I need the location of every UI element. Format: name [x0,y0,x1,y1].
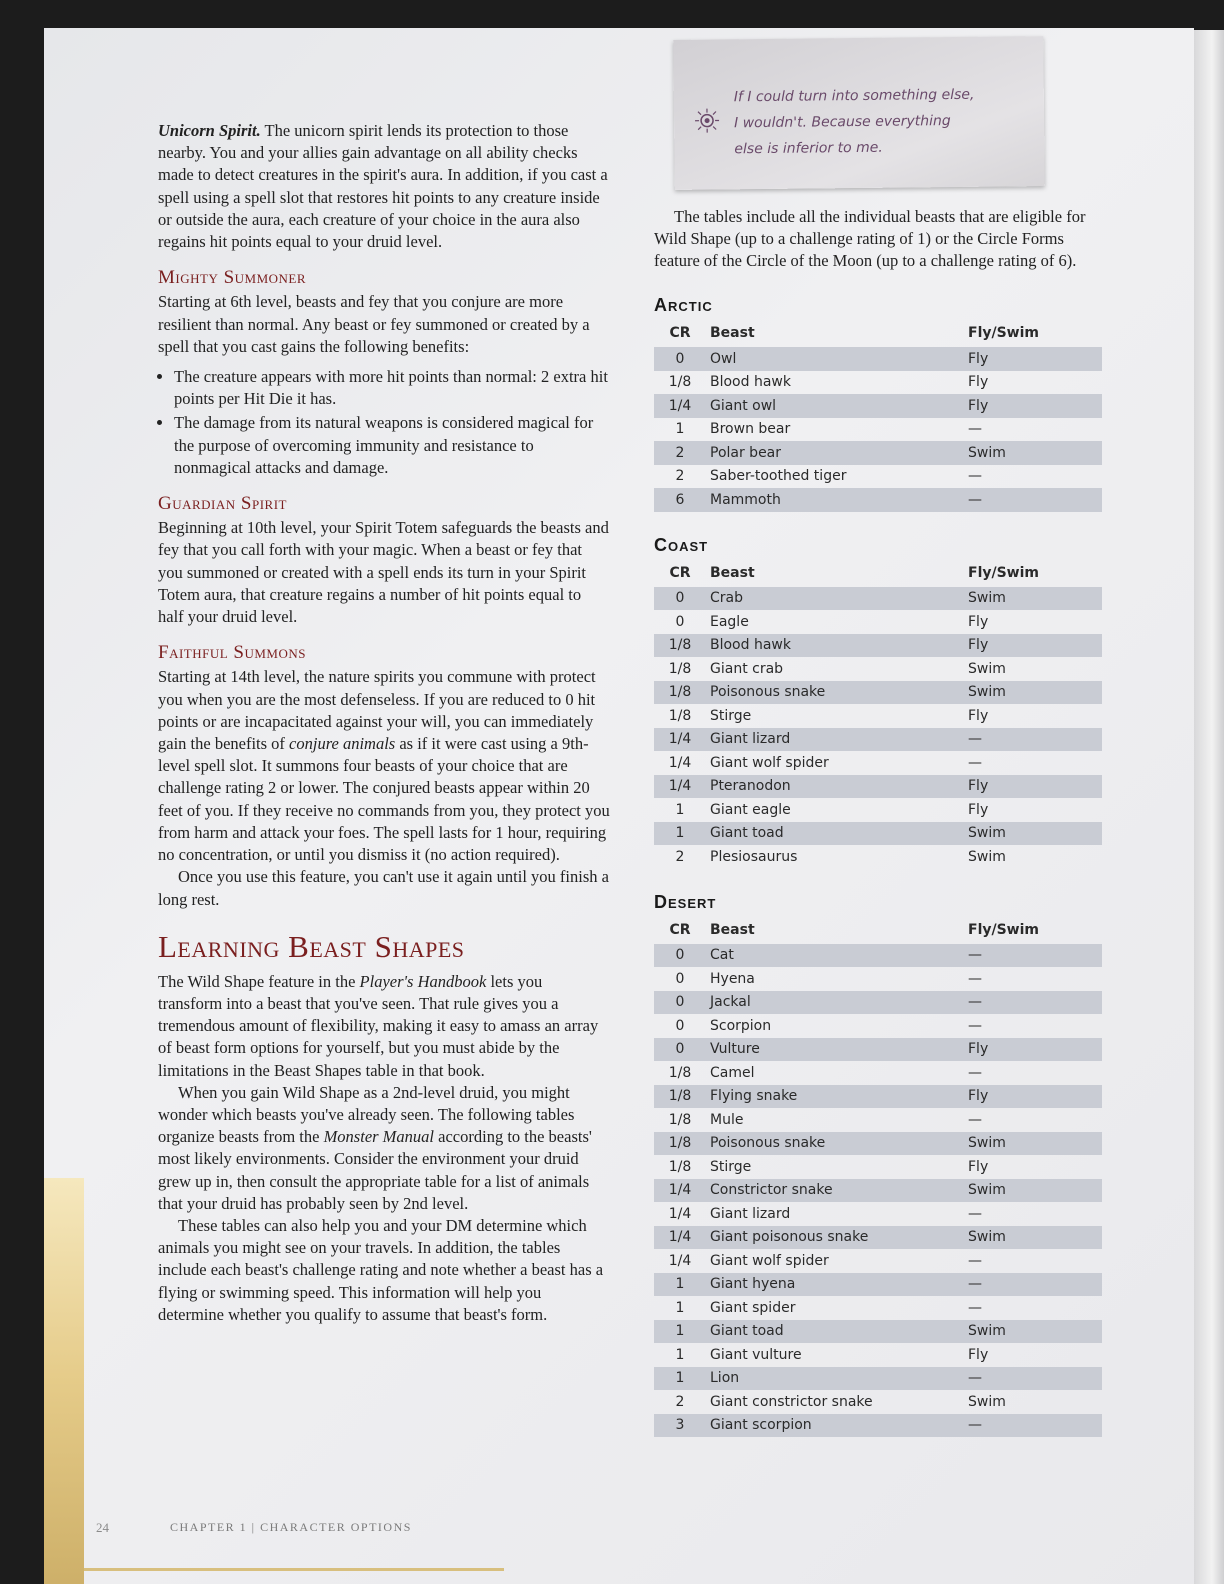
cell-beast: Blood hawk [710,374,791,391]
faithful-summons-paragraph [158,666,610,866]
cell-fly: — [968,1017,982,1034]
cell-fly: Fly [964,634,1102,658]
learning-paragraph-2 [158,1082,610,1215]
table-row [654,1390,1102,1414]
cell-beast: Lion [706,1367,964,1391]
guardian-spirit-text: Beginning at 10th level, your Spirit Totem safeguards the beasts and fey that you call forth with your magic. When a beast or fey that you summoned or created with a spell ends its turn in your Spirit Totem aura, that creature regains a number of hit points equal to half your druid level. [158,518,609,627]
mighty-summoner-bullets [158,366,610,479]
note-text [734,81,1035,162]
cell-beast: Flying snake [706,1085,964,1109]
cell-fly: — [964,1367,1102,1391]
table-row [654,587,1102,611]
table-row [654,1320,1102,1344]
cell-cr: 0 [675,613,685,630]
cell-beast: Giant eagle [710,801,791,818]
cell-cr: 1 [654,822,706,846]
mighty-summoner-heading: Mighty Summoner [158,267,307,289]
cell-fly: Swim [968,660,1006,677]
cell-fly: Fly [968,707,989,724]
cell-fly: Swim [964,441,1102,465]
cell-cr: 1/4 [654,728,706,752]
cell-cr: 1 [654,1367,706,1391]
book-title: Player's Handbook [359,971,487,991]
cell-cr: 3 [654,1414,706,1438]
cell-beast: Giant poisonous snake [706,1226,964,1250]
cell-beast: Camel [710,1064,755,1081]
cell-cr: 1/8 [668,374,692,391]
cell-fly: Fly [968,1346,989,1363]
unicorn-spirit-paragraph [158,120,610,253]
table-row [654,657,1102,681]
cell-beast: Giant wolf spider [710,1252,829,1269]
cell-fly: Swim [964,1179,1102,1203]
column-header-cr: CR [669,564,691,581]
cell-cr: 1 [675,1299,685,1316]
cell-fly: Swim [968,848,1006,865]
table-row [654,1414,1102,1438]
cell-cr: 1/4 [668,1205,692,1222]
table-header-row [654,917,1102,944]
table-row [654,1085,1102,1109]
text-part: The Wild Shape feature in the [158,971,356,991]
cell-cr: 1/8 [668,660,692,677]
beast-table-coast [654,534,1106,869]
cell-beast: Brown bear [710,421,791,438]
spell-name: conjure animals [289,734,396,754]
table-title: Arctic [654,295,713,315]
cell-beast: Jackal [706,991,964,1015]
cell-beast: Saber-toothed tiger [710,468,847,485]
mighty-summoner-text: Starting at 6th level, beasts and fey that you conjure are more resilient than normal. Any beast or fey summoned or created by a spell that you cast gains the following benefits: [158,292,590,356]
cell-fly: Fly [964,1085,1102,1109]
beast-tables [654,294,1106,1437]
table-row [654,394,1102,418]
cell-beast: Mule [710,1111,744,1128]
cell-fly: Swim [964,1132,1102,1156]
table-row [654,1249,1102,1273]
unicorn-spirit-text: The unicorn spirit lends its protection to those nearby. You and your allies gain advantage on all ability checks made to detect creatures in the spirit's aura. In addition, if you cast a spell using a spell slot that restores hit points to any creature inside or outside the aura, each creature of your choice in the aura also regains hit points equal to your druid level. [158,121,608,252]
gold-border-decoration [44,1178,84,1584]
cell-beast: Stirge [710,1158,752,1175]
note-line: else is inferior to me. [734,139,883,158]
cell-beast: Giant spider [710,1299,796,1316]
faithful-text-part: Starting at 14th level, the nature spirits you commune with protect you when you are the most defenseless. If you are reduced to 0 hit points or are incapacitated against your will, you can immediately gain the benefits of [158,667,596,754]
cell-fly: — [968,1205,982,1222]
table-row [654,822,1102,846]
cell-beast: Giant owl [706,394,964,418]
cell-cr: 0 [654,944,706,968]
table-row [654,1179,1102,1203]
cell-beast: Stirge [710,707,752,724]
table-row [654,371,1102,395]
column-header-cr: CR [669,325,691,341]
text-part: according to the beasts' most likely environments. Consider the environment your druid grew up in, then consult the appropriate table for a list of animals that your druid has probably seen by 2nd level. [158,1127,592,1213]
cell-beast: Vulture [706,1038,964,1062]
beast-table [654,320,1102,512]
column-header-cr: CR [669,921,691,938]
table-title: Desert [654,891,717,912]
cell-cr: 0 [654,347,706,371]
book-spine-edge [1194,30,1224,1584]
table-row [654,465,1102,489]
cell-cr: 0 [675,970,685,987]
cell-cr: 2 [675,1393,685,1410]
table-row [654,1202,1102,1226]
cell-beast: Giant hyena [706,1273,964,1297]
cell-beast: Giant vulture [710,1346,802,1363]
table-row [654,1038,1102,1062]
cell-cr: 1/8 [654,1132,706,1156]
cell-cr: 1/8 [668,1111,692,1128]
cell-fly: — [968,1064,982,1081]
table-row [654,1367,1102,1391]
cell-beast: Poisonous snake [706,681,964,705]
cell-cr: 1/8 [668,1158,692,1175]
cell-beast: Giant lizard [706,728,964,752]
learning-beast-shapes-heading: Learning Beast Shapes [158,928,465,964]
cell-fly: — [968,970,982,987]
table-row [654,751,1102,775]
cell-beast: Hyena [710,970,755,987]
cell-beast: Plesiosaurus [710,848,798,865]
cell-fly: — [964,991,1102,1015]
column-header-fly: Fly/Swim [968,564,1040,581]
table-row [654,1108,1102,1132]
table-row [654,488,1102,512]
cell-fly: Fly [968,374,989,391]
cell-beast: Giant wolf spider [710,754,829,771]
cell-fly: Swim [964,1226,1102,1250]
cell-fly: — [968,754,982,771]
faithful-summons-heading: Faithful Summons [158,642,307,664]
cell-beast: Owl [706,347,964,371]
cell-fly: Swim [964,1320,1102,1344]
cell-cr: 1/8 [654,1085,706,1109]
cell-cr: 1/8 [654,681,706,705]
table-row [654,1273,1102,1297]
cell-fly: Swim [964,681,1102,705]
cell-beast: Giant crab [710,660,784,677]
learning-paragraph-3: These tables can also help you and your DM determine which animals you might see on your travels. In addition, the tables include each beast's challenge rating and note whether a beast has a flying or swimming speed. This information will help you determine whether you qualify to assume that beast's form. [158,1215,604,1324]
cell-beast: Poisonous snake [706,1132,964,1156]
table-header-row [654,320,1102,347]
cell-beast: Cat [706,944,964,968]
table-row [654,798,1102,822]
table-row [654,845,1102,869]
cell-beast: Giant toad [706,822,964,846]
cell-fly: Fly [968,1158,989,1175]
cell-fly: — [964,1273,1102,1297]
left-column [158,120,610,1326]
cell-beast: Giant scorpion [706,1414,964,1438]
table-row [654,1132,1102,1156]
table-row [654,991,1102,1015]
cell-fly: — [968,1111,982,1128]
cell-cr: 0 [654,991,706,1015]
table-row [654,1155,1102,1179]
cell-beast: Polar bear [706,441,964,465]
cell-beast: Giant toad [706,1320,964,1344]
gold-bottom-line [84,1568,504,1571]
cell-fly: Fly [968,613,989,630]
table-row [654,728,1102,752]
table-row [654,967,1102,991]
handwritten-note [673,36,1045,190]
tables-intro: The tables include all the individual beasts that are eligible for Wild Shape (up to a challenge rating of 1) or the Circle Forms feature of the Circle of the Moon (up to a challenge rating of 6). [654,207,1086,270]
text-part: When you gain Wild Shape as a 2nd-level druid, you might wonder which beasts you've already seen. The following tables organize beasts from the [158,1082,575,1147]
unicorn-spirit-lead: Unicorn Spirit. [158,121,261,140]
cell-beast: Crab [706,587,964,611]
table-row [654,1226,1102,1250]
column-header-beast: Beast [710,921,755,938]
column-header-beast: Beast [710,325,755,341]
column-header-fly: Fly/Swim [968,325,1040,341]
cell-beast: Giant lizard [710,1205,791,1222]
bullet-item: • The creature appears with more hit points than normal: 2 extra hit points per Hit Die it has. [174,366,610,410]
right-column [654,206,1106,1437]
cell-cr: 1/4 [654,394,706,418]
learning-paragraph-1 [158,971,610,1082]
table-header-row [654,560,1102,587]
table-row [654,681,1102,705]
cell-fly: Fly [964,394,1102,418]
cell-fly: — [964,944,1102,968]
beast-table-arctic [654,294,1106,512]
cell-cr: 1 [675,421,685,438]
cell-cr: 2 [675,468,685,485]
cell-cr: 1/4 [668,754,692,771]
table-row [654,1014,1102,1038]
table-row [654,704,1102,728]
cell-cr: 1/4 [654,1179,706,1203]
faithful-text-part: as if it were cast using a 9th-level spell slot. It summons four beasts of your choice that are challenge rating 2 or lower. The conjured beasts appear within 20 feet of you. If they receive no commands from you, they protect you from harm and attack your foes. The spell lasts for 1 hour, requiring no concentration, or until you dismiss it (no action required). [158,734,610,865]
table-row [654,944,1102,968]
cell-cr: 0 [654,1038,706,1062]
column-header-fly: Fly/Swim [968,921,1040,938]
cell-beast: Blood hawk [706,634,964,658]
cell-fly: — [968,1299,982,1316]
note-line: I wouldn't. Because everything [734,113,951,132]
book-page [44,28,1194,1584]
cell-cr: 1 [675,1346,685,1363]
table-row [654,775,1102,799]
guardian-spirit-heading: Guardian Spirit [158,493,287,515]
table-title: Coast [654,534,709,555]
cell-cr: 0 [675,1017,685,1034]
cell-fly: Fly [964,775,1102,799]
cell-cr: 1/8 [668,707,692,724]
table-row [654,1061,1102,1085]
cell-beast: Pteranodon [706,775,964,799]
cell-cr: 1 [675,801,685,818]
table-row [654,634,1102,658]
cell-fly: — [964,728,1102,752]
beast-table [654,917,1102,1438]
table-row [654,347,1102,371]
cell-cr: 2 [654,441,706,465]
text-part: lets you transform into a beast that you've seen. That rule gives you a tremendous amount of flexibility, making it easy to amass an array of beast form options for yourself, but you must abide by the limitations in the Beast Shapes table in that book. [158,971,599,1080]
table-row [654,610,1102,634]
table-row [654,1343,1102,1367]
cell-cr: 1/8 [668,1064,692,1081]
cell-cr: 1/8 [654,634,706,658]
beast-table-desert [654,891,1106,1438]
note-line: If I could turn into something else, [733,86,975,106]
cell-cr: 1 [654,1320,706,1344]
cell-fly: — [968,1252,982,1269]
chapter-footer: CHAPTER 1 | CHARACTER OPTIONS [170,1520,412,1534]
cell-fly: Fly [964,347,1102,371]
cell-fly: — [968,421,982,438]
sun-eye-icon [694,107,720,133]
cell-fly: — [964,488,1102,512]
cell-cr: 1 [654,1273,706,1297]
column-header-beast: Beast [710,564,755,581]
cell-fly: Swim [964,587,1102,611]
cell-cr: 2 [675,848,685,865]
book-title: Monster Manual [323,1127,435,1147]
bullet-item: • The damage from its natural weapons is considered magical for the purpose of overcoming immunity and resistance to nonmagical attacks and damage. [174,412,610,479]
cell-fly: Swim [968,1393,1006,1410]
cell-beast: Mammoth [706,488,964,512]
cell-fly: Fly [964,1038,1102,1062]
page-number: 24 [96,1520,109,1535]
cell-cr: 6 [654,488,706,512]
table-row [654,418,1102,442]
cell-cr: 1/4 [654,1226,706,1250]
cell-cr: 1/4 [654,775,706,799]
cell-beast: Giant constrictor snake [710,1393,873,1410]
cell-beast: Constrictor snake [706,1179,964,1203]
table-row [654,441,1102,465]
cell-fly: — [968,468,982,485]
cell-beast: Eagle [710,613,749,630]
cell-fly: — [964,1414,1102,1438]
table-row [654,1296,1102,1320]
cell-beast: Scorpion [710,1017,772,1034]
faithful-summons-paragraph-2: Once you use this feature, you can't use it again until you finish a long rest. [158,867,609,909]
cell-cr: 0 [654,587,706,611]
cell-fly: Fly [968,801,989,818]
cell-cr: 1/4 [668,1252,692,1269]
cell-fly: Swim [964,822,1102,846]
beast-table [654,560,1102,869]
